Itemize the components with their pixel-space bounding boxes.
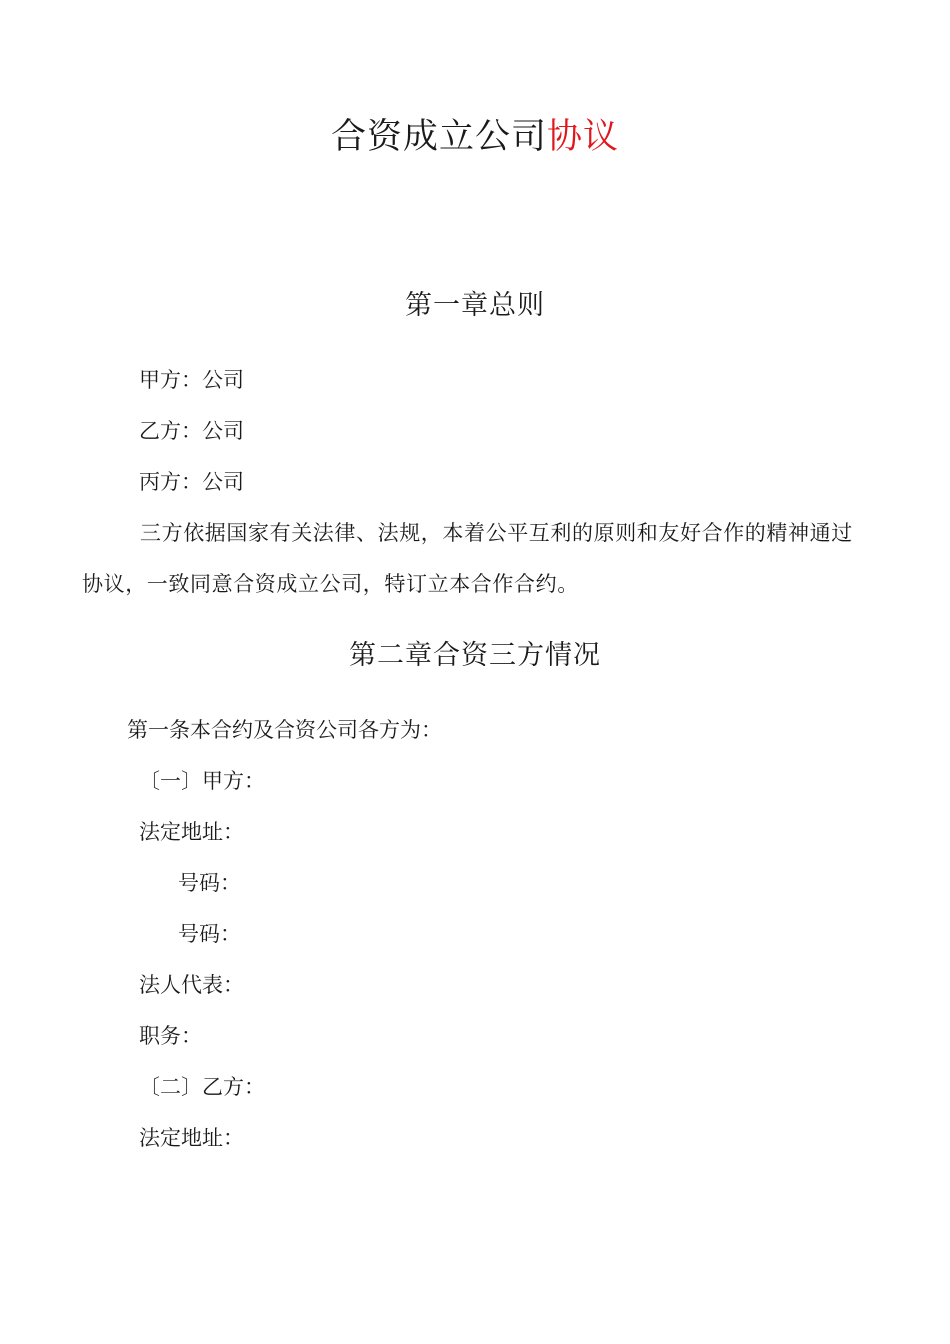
position-line: 职务： bbox=[139, 1024, 202, 1048]
party-a-line: 甲方：公司 bbox=[139, 368, 244, 392]
chapter-1-heading: 第一章总则 bbox=[405, 290, 545, 321]
item-2-label: 〔二〕乙方： bbox=[139, 1075, 265, 1099]
item-1-label: 〔一〕甲方： bbox=[139, 769, 265, 793]
legal-rep-line: 法人代表： bbox=[139, 973, 244, 997]
party-c-line: 丙方：公司 bbox=[139, 470, 244, 494]
document-title bbox=[0, 112, 950, 162]
article-1-line: 第一条本合约及合资公司各方为： bbox=[127, 718, 442, 742]
phone-2-line: 号码： bbox=[178, 922, 241, 946]
title-accent: 协议 bbox=[547, 117, 620, 157]
address-1-line: 法定地址： bbox=[139, 820, 244, 844]
title-main: 合资成立公司 bbox=[330, 117, 547, 157]
intro-paragraph: 三方依据国家有关法律、法规，本着公平互利的原则和友好合作的精神通过协议，一致同意合资成立公司，特订立本合作合约。 bbox=[82, 521, 853, 596]
chapter-2-heading: 第二章合资三方情况 bbox=[349, 640, 601, 671]
party-b-line: 乙方：公司 bbox=[139, 419, 244, 443]
address-2-line: 法定地址： bbox=[139, 1126, 244, 1150]
phone-1-line: 号码： bbox=[178, 871, 241, 895]
